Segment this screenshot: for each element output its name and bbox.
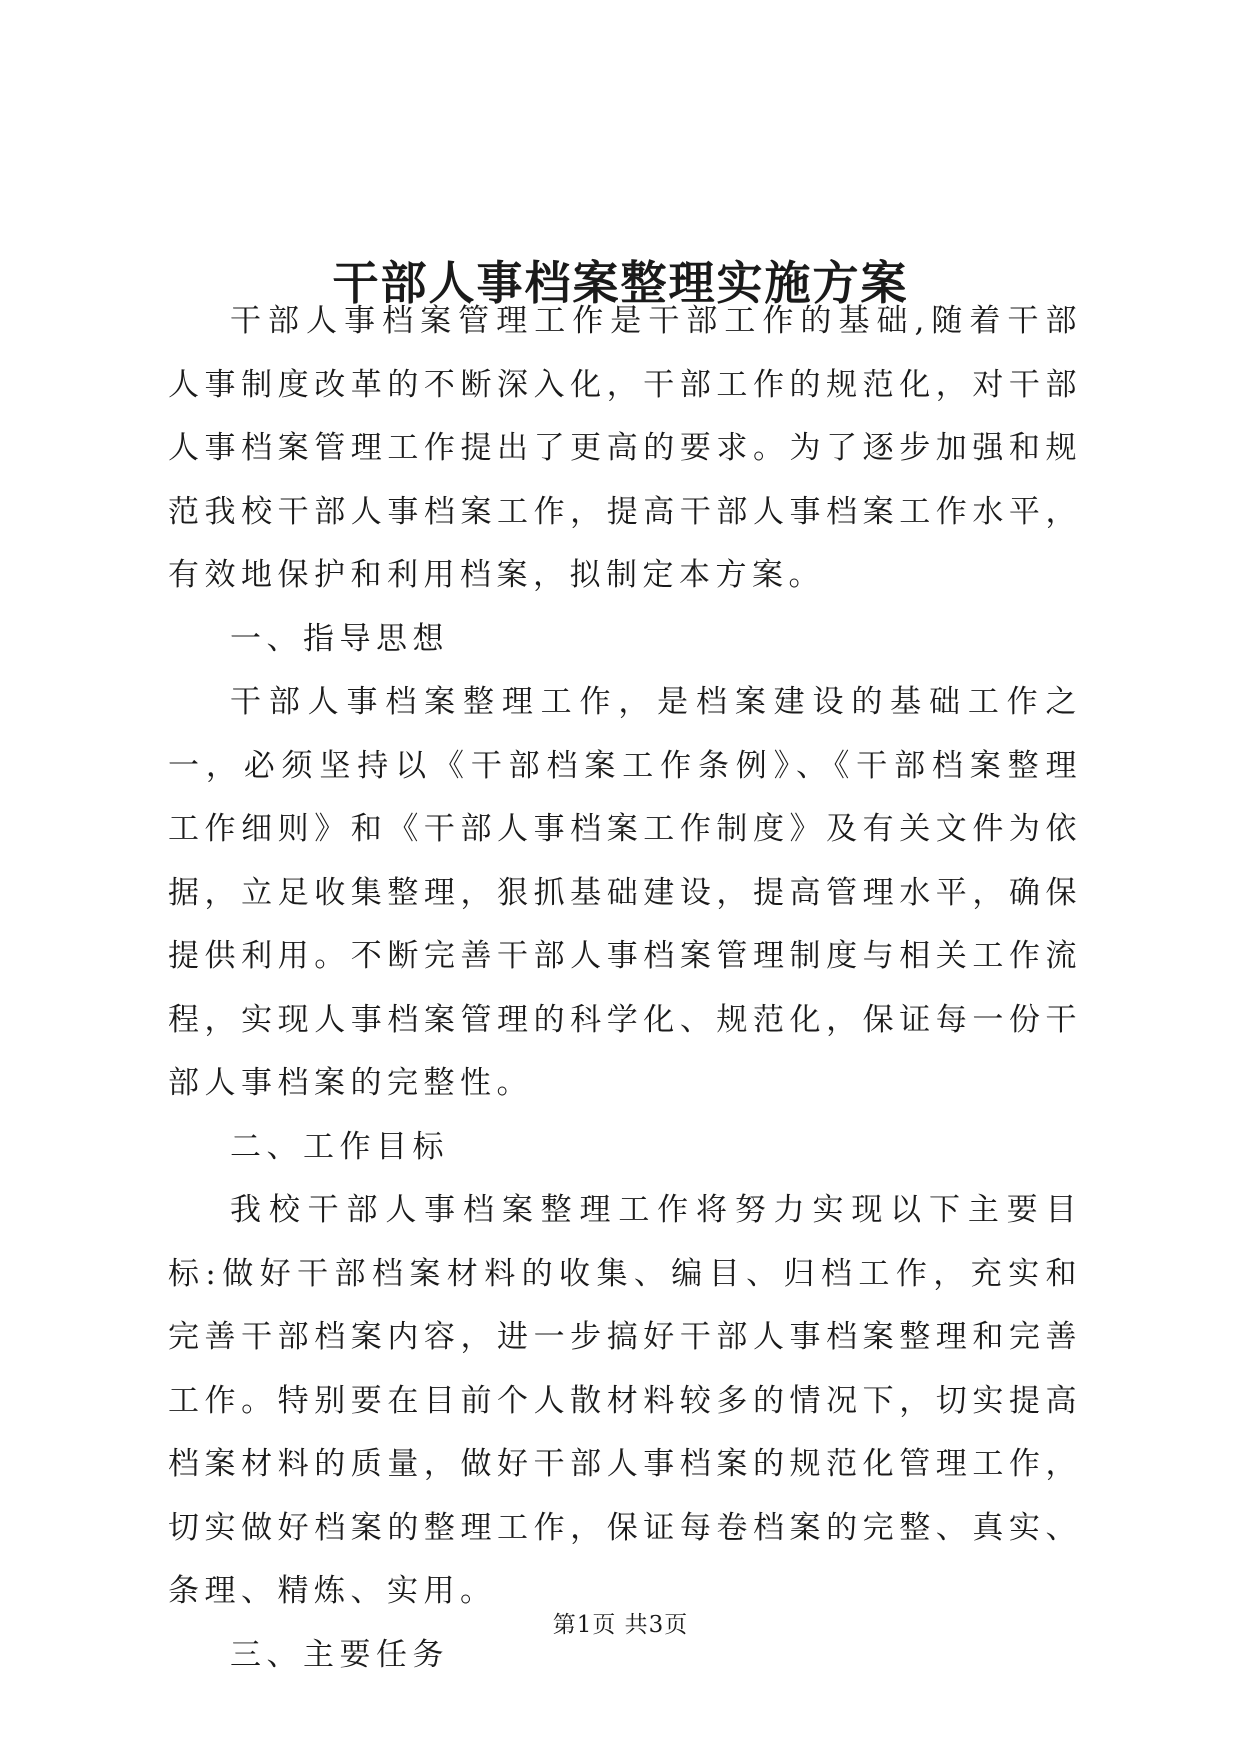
section-heading-work-goals: 二、工作目标 xyxy=(230,1128,449,1165)
paragraph-work-goals: 我校干部人事档案整理工作将努力实现以下主要目标:做好干部档案材料的收集、编目、归档工作，充实和完善干部档案内容，进一步搞好干部人事档案整理和完善工作。特别要在目前个人散材料较多的情况下，切实提高档案材料的质量，做好干部人事档案的规范化管理工作，切实做好档案的整理工作，保证每卷档案的完整、真实、条理、精炼、实用。 xyxy=(168,1192,1082,1609)
section-heading-main-tasks: 三、主要任务 xyxy=(230,1636,449,1673)
paragraph-intro: 干部人事档案管理工作是干部工作的基础,随着干部人事制度改革的不断深入化，干部工作的规范化，对干部人事档案管理工作提出了更高的要求。为了逐步加强和规范我校干部人事档案工作，提高干部人事档案工作水平，有效地保护和利用档案，拟制定本方案。 xyxy=(168,303,1082,593)
page-number-indicator: 第1页 共3页 xyxy=(552,1612,689,1638)
section-heading-guiding-ideology: 一、指导思想 xyxy=(230,620,449,657)
paragraph-guiding-ideology: 干部人事档案整理工作，是档案建设的基础工作之一，必须坚持以《干部档案工作条例》、《干部档案整理工作细则》和《干部人事档案工作制度》及有关文件为依据，立足收集整理，狠抓基础建设，提高管理水平，确保提供利用。不断完善干部人事档案管理制度与相关工作流程，实现人事档案管理的科学化、规范化，保证每一份干部人事档案的完整性。 xyxy=(168,684,1082,1101)
page-footer xyxy=(0,1610,1241,1640)
document-body xyxy=(168,290,1082,1687)
document-title: 干部人事档案整理实施方案 xyxy=(332,255,909,310)
